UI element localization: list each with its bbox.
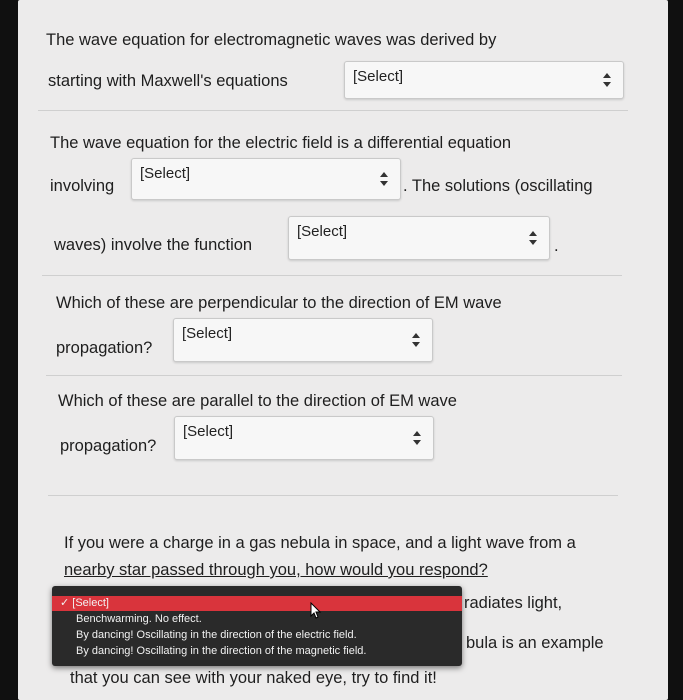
q1-text-line1: The wave equation for electromagnetic waves was derived by	[46, 31, 497, 49]
q3-select[interactable]	[173, 318, 433, 362]
divider	[42, 275, 622, 276]
q5-text-line1: If you were a charge in a gas nebula in space, and a light wave from a	[64, 534, 576, 552]
select-arrows-icon	[413, 431, 421, 445]
q3-text-propagation: propagation?	[56, 339, 153, 357]
dropdown-option-benchwarming[interactable]: Benchwarming. No effect.	[76, 613, 202, 625]
q2-text-involving: involving	[50, 177, 115, 195]
q1-text-line2: starting with Maxwell's equations	[48, 72, 288, 90]
q5-dropdown-menu[interactable]	[52, 586, 462, 666]
dropdown-option-electric[interactable]: By dancing! Oscillating in the direction of the electric field.	[76, 629, 357, 641]
select-arrows-icon	[603, 73, 611, 87]
q2-select1-value: [Select]	[140, 165, 191, 182]
q3-select-value: [Select]	[182, 325, 233, 342]
q2-text-period: .	[554, 237, 559, 255]
dropdown-option-select[interactable]: ✓ [Select]	[52, 596, 462, 611]
q5-text-radiates: radiates light,	[464, 594, 563, 612]
dropdown-option-magnetic[interactable]: By dancing! Oscillating in the direction of the magnetic field.	[76, 645, 367, 657]
mouse-cursor-icon	[310, 602, 322, 620]
q2-text-solutions: . The solutions (oscillating	[403, 177, 593, 195]
select-arrows-icon	[412, 333, 420, 347]
q1-select-value: [Select]	[353, 68, 404, 85]
q5-text-line5: that you can see with your naked eye, try to find it!	[70, 669, 437, 687]
q5-text-nebula: bula is an example	[466, 634, 604, 652]
q3-text-line1: Which of these are perpendicular to the direction of EM wave	[56, 294, 502, 312]
q2-select-involving[interactable]	[131, 158, 401, 200]
q2-select2-value: [Select]	[297, 223, 348, 240]
divider	[38, 110, 628, 111]
q2-text-line1: The wave equation for the electric field is a differential equation	[50, 134, 512, 152]
divider	[48, 495, 618, 496]
q4-select-value: [Select]	[183, 423, 234, 440]
select-arrows-icon	[529, 231, 537, 245]
divider	[46, 375, 622, 376]
q5-text-line2: nearby star passed through you, how would you respond?	[64, 561, 488, 579]
q4-select[interactable]	[174, 416, 434, 460]
select-arrows-icon	[380, 172, 388, 186]
q2-text-function: waves) involve the function	[54, 236, 253, 254]
q1-select[interactable]	[344, 61, 624, 99]
q2-select-function[interactable]	[288, 216, 550, 260]
q4-text-line1: Which of these are parallel to the direction of EM wave	[58, 392, 457, 410]
q4-text-propagation: propagation?	[60, 437, 157, 455]
